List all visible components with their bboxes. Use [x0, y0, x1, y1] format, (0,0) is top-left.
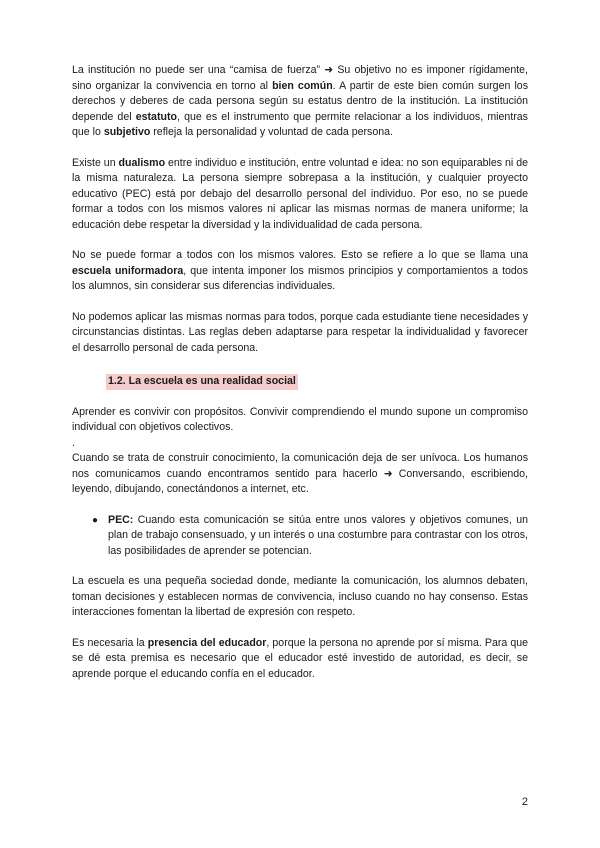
text-run: La escuela es una pequeña sociedad donde, mediante la comunicación, los alumnos debaten, toman decisiones y establecen normas de convivencia, incluso cuando no hay consenso. Estas interacciones fomentan la libertad de expresión con respeto. [72, 575, 528, 618]
text-run: . A partir de este bien común surgen los derechos y deberes de cada persona según su estatus dentro de la institución. La institución depende del [72, 79, 528, 123]
paragraph-comunicacion [72, 451, 528, 498]
bold-term-pec: PEC: [108, 513, 134, 526]
text-run: refleja la personalidad y voluntad de cada persona. [150, 126, 393, 138]
bullet-list [72, 513, 528, 560]
paragraph-normas [72, 310, 528, 357]
page-number: 2 [521, 796, 528, 808]
bold-term-subjetivo: subjetivo [103, 126, 151, 138]
paragraph-educador [72, 636, 528, 683]
paragraph-dualismo [72, 156, 528, 234]
text-run: , que intenta imponer los mismos principios y comportamientos a todos los alumnos, sin considerar sus diferencias individuales. [72, 264, 528, 292]
text-run: Es necesaria la [72, 636, 148, 649]
bullet-text [108, 513, 528, 560]
paragraph-escuela-uniformadora [72, 248, 528, 295]
section-heading: 1.2. La escuela es una realidad social [106, 374, 298, 390]
bold-term-estatuto: estatuto [135, 110, 177, 123]
paragraph-aprender [72, 405, 528, 436]
bold-term-presencia-educador: presencia del educador [147, 636, 267, 649]
text-run: , que es el instrumento que permite relacionar a los individuos, mientras que lo [72, 110, 528, 138]
section-heading-wrap [72, 371, 528, 390]
bullet-dot-icon: ● [92, 514, 99, 526]
list-item-pec [92, 513, 528, 560]
text-run: Cuando esta comunicación se sitúa entre unos valores y objetivos comunes, un plan de trabajo consensuado, y un interés o una costumbre para contrastar con los otros, las posibilidades de aprender se potencian. [108, 513, 528, 557]
text-run: entre individuo e institución, entre voluntad e idea: no son equiparables ni de la misma naturaleza. La persona siempre sobrepasa a la institución, y cualquier proyecto educativo (PEC) está por debajo del desarrollo personal del individuo. Por eso, no se puede formar a todos con los mismos valores ni aplicar las mismas normas de manera uniforme; la educación debe respetar la diversidad y la individualidad de cada persona. [72, 156, 528, 231]
bold-term-dualismo: dualismo [118, 156, 166, 169]
stray-dot: . [72, 436, 75, 449]
bold-term-escuela-uniformadora: escuela uniformadora [72, 264, 184, 277]
text-run: La institución no puede ser una “camisa de fuerza” ➜ Su objetivo no es imponer rígidamente, sino organizar la convivencia en torno al [72, 64, 528, 92]
text-run: Cuando se trata de construir conocimiento, la comunicación deja de ser unívoca. Los humanos nos comunicamos cuando encontramos sentido para hacerlo ➜ Conversando, escribiendo, leyendo, dibujando, conectándonos a internet, etc. [72, 452, 528, 495]
paragraph-pequena-sociedad [72, 574, 528, 621]
bold-term-bien-comun: bien común [272, 79, 333, 92]
text-run: , porque la persona no aprende por sí misma. Para que se dé esta premisa es necesario que el educador esté investido de autoridad, es decir, se aprende porque el educando confía en el educador. [72, 636, 529, 680]
text-run: Existe un [72, 156, 119, 169]
paragraph-institucion [72, 63, 528, 141]
text-run: No podemos aplicar las mismas normas para todos, porque cada estudiante tiene necesidades y circunstancias distintas. Las reglas deben adaptarse para respetar la individualidad y favorecer el desarrollo personal de cada persona. [72, 310, 528, 354]
text-run: No se puede formar a todos con los mismos valores. Esto se refiere a lo que se llama una [72, 249, 528, 261]
text-run: Aprender es convivir con propósitos. Convivir comprendiendo el mundo supone un compromiso individual con objetivos colectivos. [72, 405, 528, 433]
document-page [72, 63, 528, 682]
